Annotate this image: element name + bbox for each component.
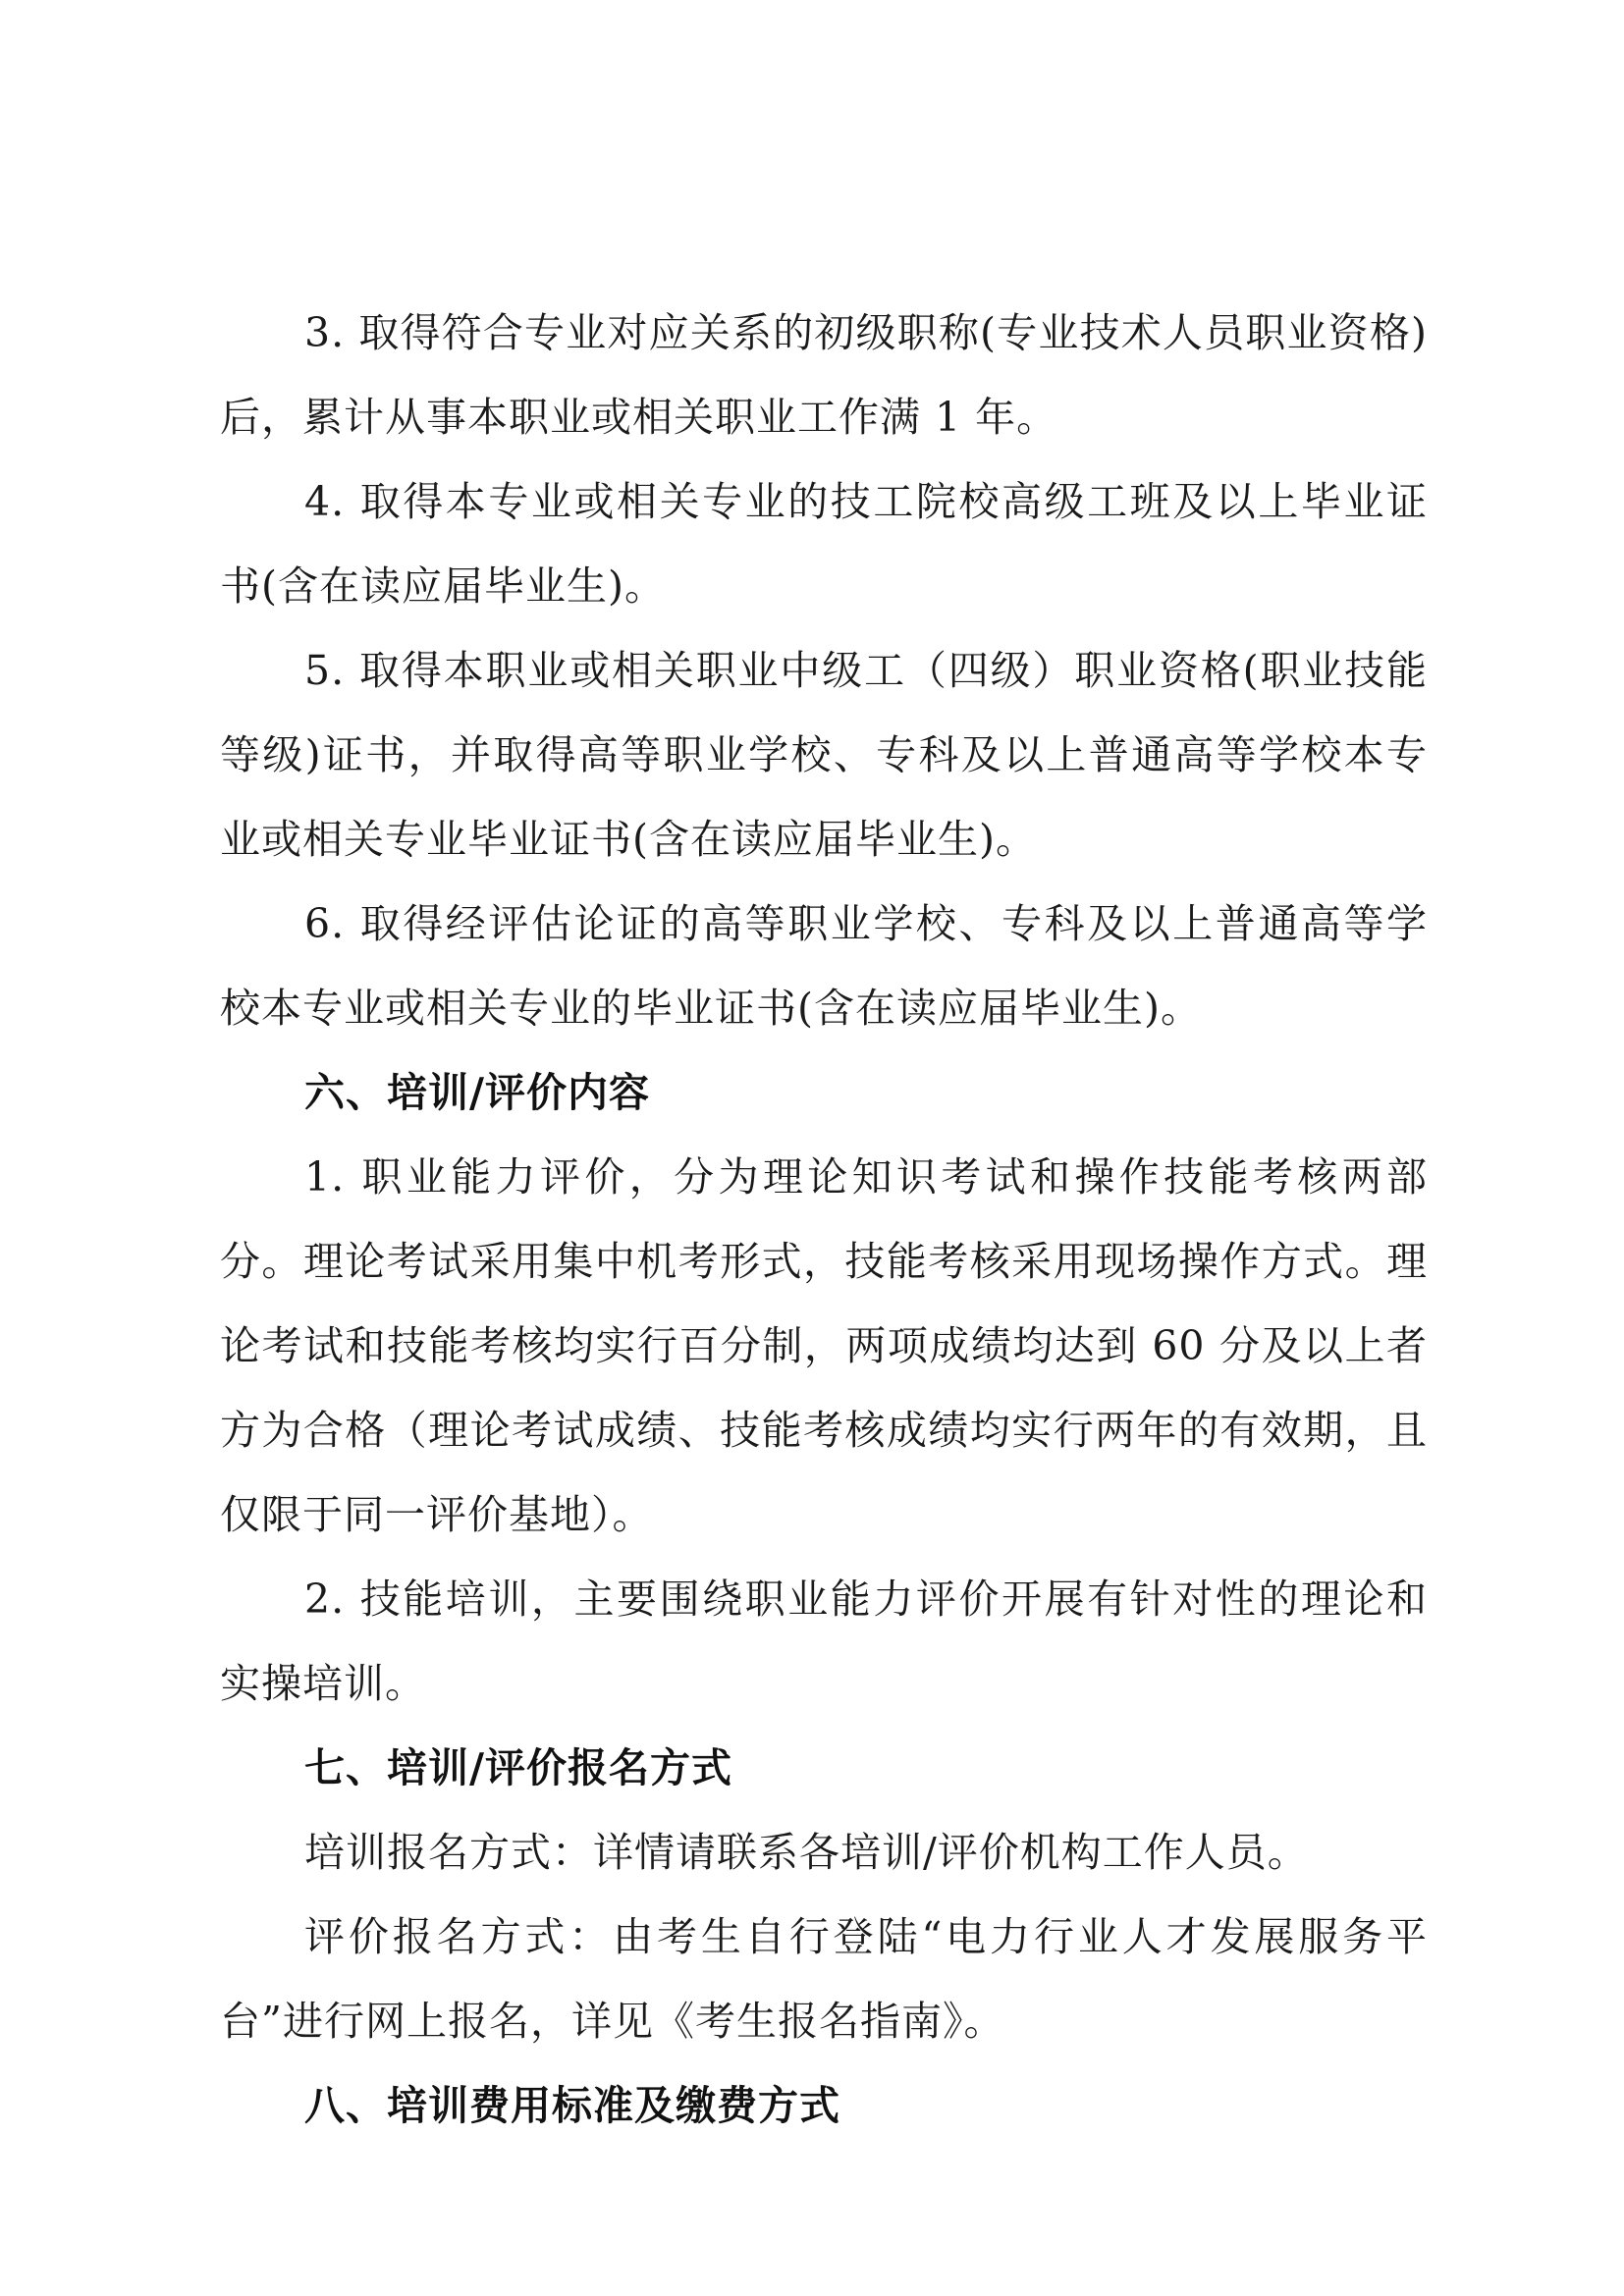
requirement-item-6: 6. 取得经评估论证的高等职业学校、专科及以上普通高等学校本专业或相关专业的毕业证书(含在读应届毕业生)。 — [220, 900, 1428, 1032]
section-heading-6: 六、培训/评价内容 — [304, 1069, 650, 1116]
section-6-paragraph-1: 1. 职业能力评价，分为理论知识考试和操作技能考核两部分。理论考试采用集中机考形式，技能考核采用现场操作方式。理论考试和技能考核均实行百分制，两项成绩均达到 60 分及以上者方为合格（理论考试成绩、技能考核成绩均实行两年的有效期，且仅限于同一评价基地）。 — [220, 1153, 1428, 1538]
section-6-paragraph-2: 2. 技能培训，主要围绕职业能力评价开展有针对性的理论和实操培训。 — [220, 1575, 1428, 1707]
document-body — [220, 291, 1428, 2148]
requirement-item-3: 3. 取得符合专业对应关系的初级职称(专业技术人员职业资格)后，累计从事本职业或相关职业工作满 1 年。 — [220, 309, 1428, 441]
requirement-item-5: 5. 取得本职业或相关职业中级工（四级）职业资格(职业技能等级)证书，并取得高等职业学校、专科及以上普通高等学校本专业或相关专业毕业证书(含在读应届毕业生)。 — [220, 647, 1428, 863]
section-heading-8: 八、培训费用标准及缴费方式 — [304, 2082, 840, 2129]
section-7-paragraph-1: 培训报名方式：详情请联系各培训/评价机构工作人员。 — [304, 1829, 1309, 1876]
section-heading-7: 七、培训/评价报名方式 — [304, 1744, 732, 1791]
requirement-item-4: 4. 取得本专业或相关专业的技工院校高级工班及以上毕业证书(含在读应届毕业生)。 — [220, 478, 1428, 610]
section-7-paragraph-2: 评价报名方式：由考生自行登陆“电力行业人才发展服务平台”进行网上报名，详见《考生报名指南》。 — [220, 1913, 1428, 2045]
